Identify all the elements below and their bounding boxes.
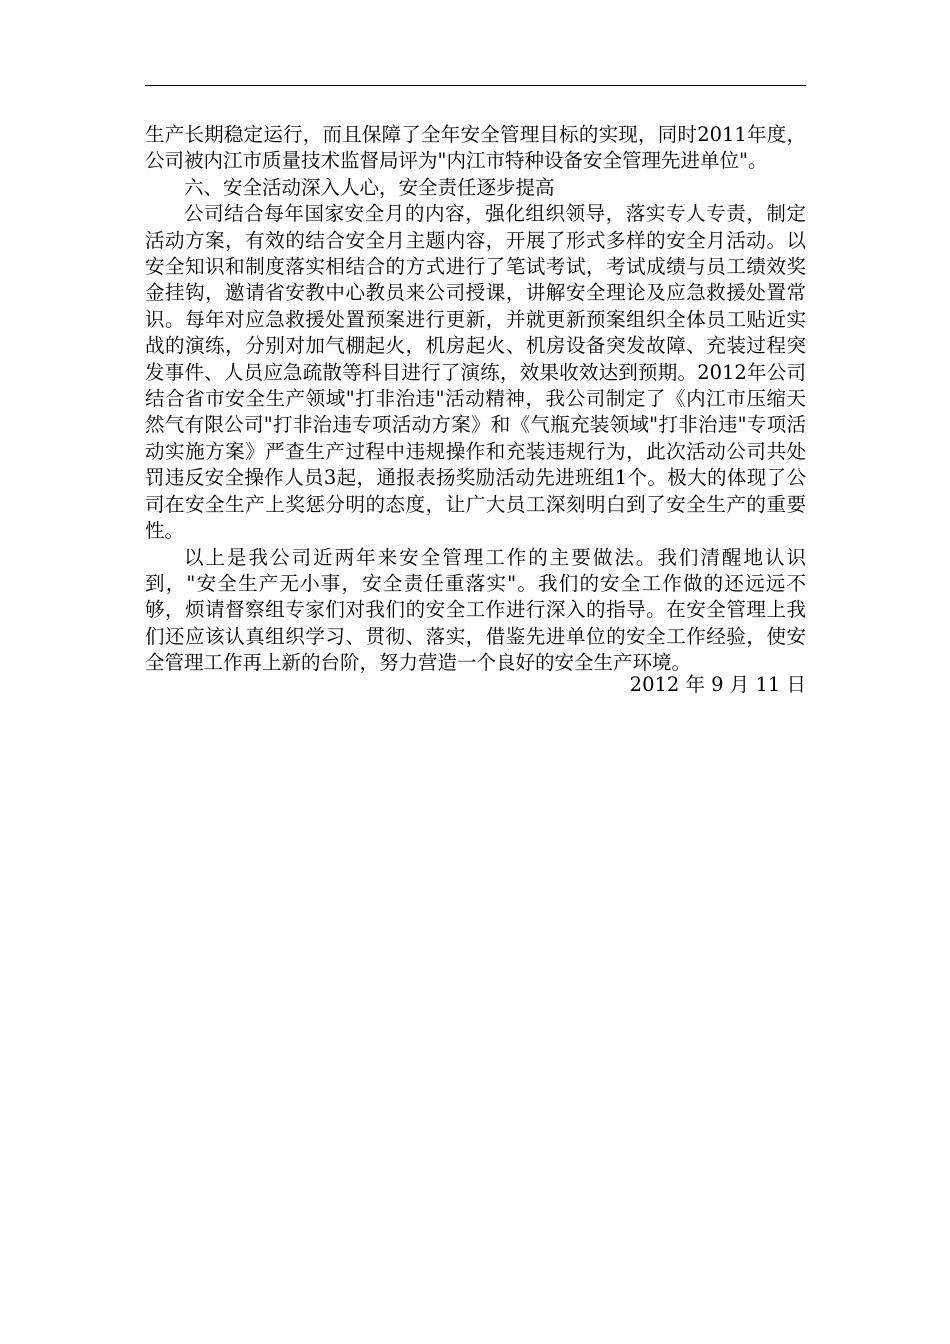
paragraph-continuation: 生产长期稳定运行，而且保障了全年安全管理目标的实现，同时2011年度，公司被内江市质量技术监督局评为"内江市特种设备安全管理先进单位"。 (145, 123, 806, 173)
section-heading: 六、安全活动深入人心，安全责任逐步提高 (184, 175, 555, 199)
paragraph-activities: 公司结合每年国家安全月的内容，强化组织领导，落实专人专责，制定活动方案，有效的结合安全月主题内容，开展了形式多样的安全月活动。以安全知识和制度落实相结合的方式进行了笔试考试，考试成绩与员工绩效奖金挂钩，邀请省安教中心教员来公司授课，讲解安全理论及应急救援处置常识。每年对应急救援处置预案进行更新，并就更新预案组织全体员工贴近实战的演练，分别对加气棚起火，机房起火、机房设备突发故障、充装过程突发事件、人员应急疏散等科目进行了演练，效果收效达到预期。2012年公司结合省市安全生产领域"打非治违"活动精神，我公司制定了《内江市压缩天然气有限公司"打非治违专项活动方案》和《气瓶充装领域"打非治违"专项活动实施方案》严查生产过程中违规操作和充装违规行为，此次活动公司共处罚违反安全操作人员3起，通报表扬奖励活动先进班组1个。极大的体现了公司在安全生产上奖惩分明的态度，让广大员工深刻明白到了安全生产的重要性。 (145, 202, 806, 543)
header-rule (145, 85, 806, 86)
document-date: 2012 年 9 月 11 日 (629, 673, 806, 696)
paragraph-conclusion: 以上是我公司近两年来安全管理工作的主要做法。我们清醒地认识到，"安全生产无小事，安全责任重落实"。我们的安全工作做的还远远不够，烦请督察组专家们对我们的安全工作进行深入的指导。在安全管理上我们还应该认真组织学习、贯彻、落实，借鉴先进单位的安全工作经验，使安全管理工作再上新的台阶，努力营造一个良好的安全生产环境。 (145, 545, 806, 675)
document-body (145, 122, 806, 677)
